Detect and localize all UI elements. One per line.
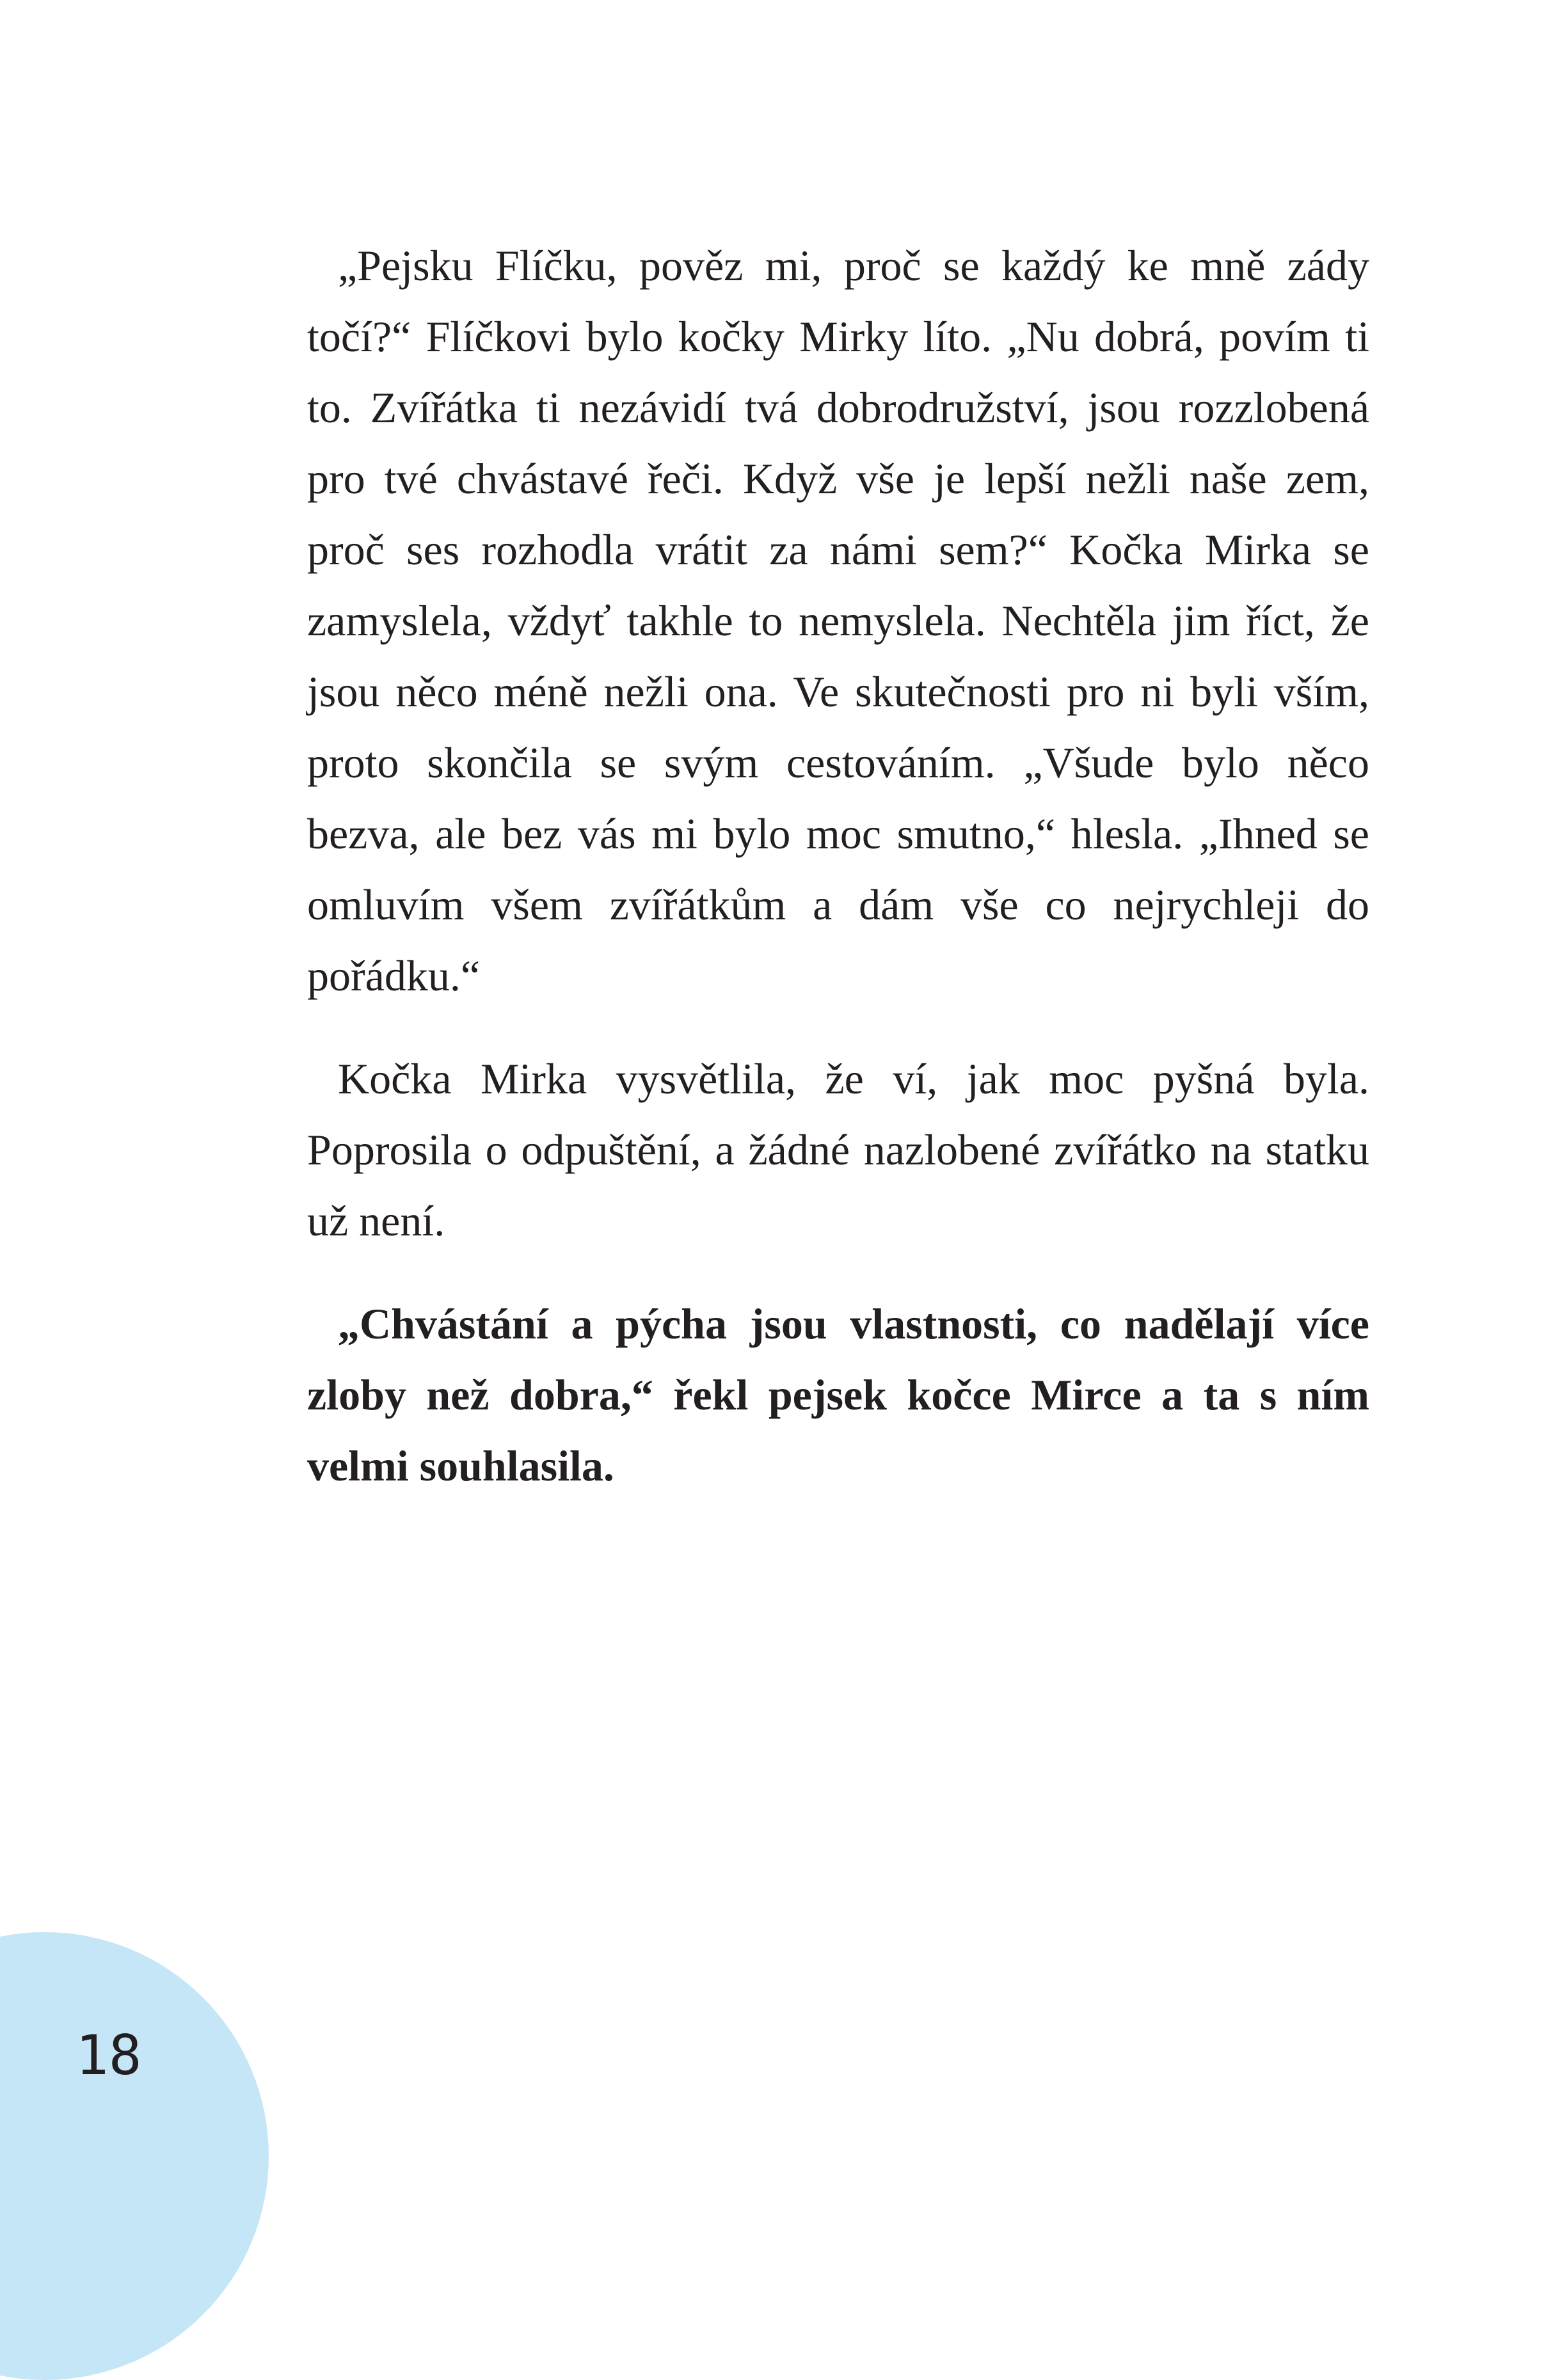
paragraph-moral: „Chvástání a pýcha jsou vlastnosti, co nadělají více zloby než dobra,“ řekl pejsek kočce Mirce a ta s ním velmi souhlasila. <box>307 1299 1369 1490</box>
story-text <box>307 230 1369 1534</box>
paragraph-apology: Kočka Mirka vysvětlila, že ví, jak moc pyšná byla. Poprosila o odpuštění, a žádné nazlobené zvířátko na statku už není. <box>307 1054 1369 1245</box>
page-number: 18 <box>76 2024 142 2088</box>
paragraph-dialogue: „Pejsku Flíčku, pověz mi, proč se každý ke mně zády točí?“ Flíčkovi bylo kočky Mirky líto. „Nu dobrá, povím ti to. Zvířátka ti nezávidí tvá dobrodružství, jsou rozzlobená pro tvé chvástavé řeči. Když vše je lepší nežli naše zem, proč ses rozhodla vrátit za námi sem?“ Kočka Mirka se zamyslela, vždyť takhle to nemyslela. Nechtěla jim říct, že jsou něco méně nežli ona. Ve skutečnosti pro ni byli vším, proto skončila se svým cestováním. „Všude bylo něco bezva, ale bez vás mi bylo moc smutno,“ hlesla. „Ihned se omluvím všem zvířátkům a dám vše co nejrychleji do pořádku.“ <box>307 241 1369 1000</box>
page-number-circle <box>0 1932 269 2380</box>
